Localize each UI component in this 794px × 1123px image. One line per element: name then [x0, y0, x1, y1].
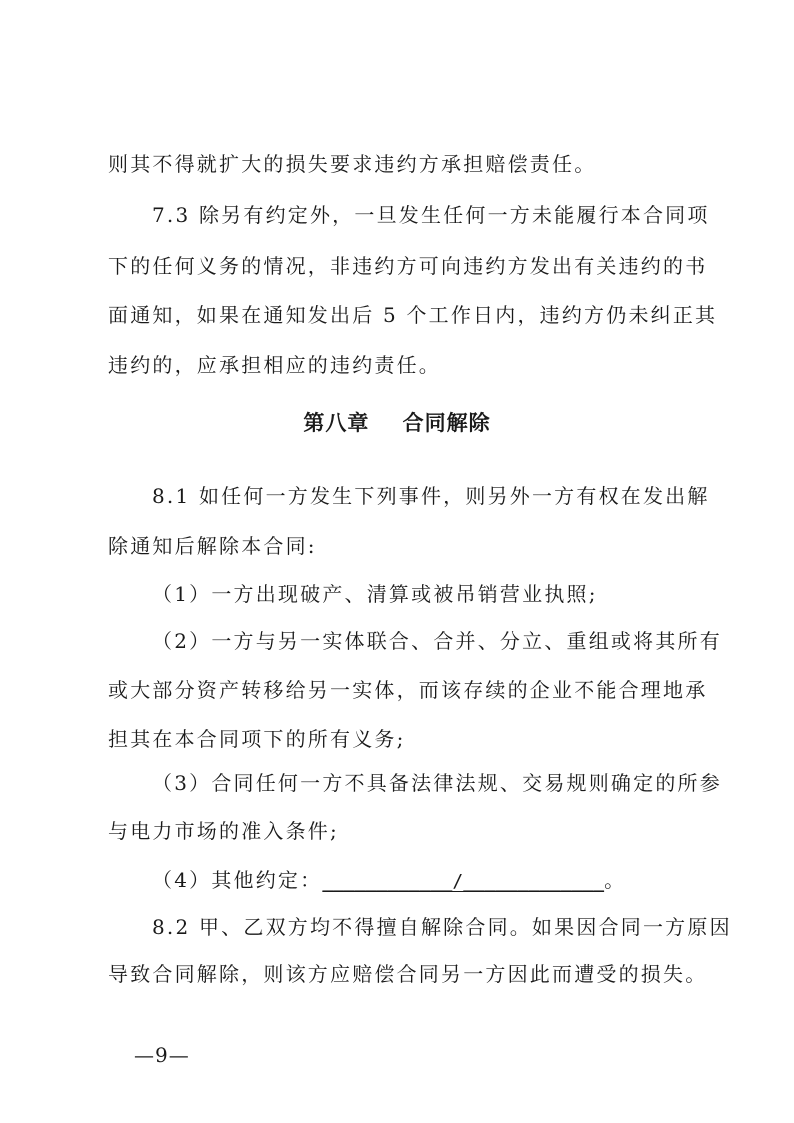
- text-line: 或大部分资产转移给另一实体，而该存续的企业不能合理地承: [108, 678, 708, 702]
- clause-4-end: 。: [604, 868, 627, 892]
- text-line: 下的任何义务的情况，非违约方可向违约方发出有关违约的书: [108, 254, 708, 278]
- text-line: 面通知，如果在通知发出后 5 个工作日内，违约方仍未纠正其: [108, 303, 718, 327]
- page-number: —9—: [134, 1043, 190, 1067]
- clause-1-line: （1）一方出现破产、清算或被吊销营业执照;: [152, 582, 598, 606]
- clause-2-line: （2）一方与另一实体联合、合并、分立、重组或将其所有: [152, 629, 722, 653]
- clause-4-label: （4）其他约定：: [152, 868, 323, 892]
- clause-7-3-line: 7.3 除另有约定外，一旦发生任何一方未能履行本合同项: [152, 203, 710, 227]
- text-line: 违约的，应承担相应的违约责任。: [108, 353, 441, 377]
- text-line: 导致合同解除，则该方应赔偿合同另一方因此而遭受的损失。: [108, 962, 708, 986]
- text-line: 则其不得就扩大的损失要求违约方承担赔偿责任。: [108, 152, 597, 176]
- text-line: 担其在本合同项下的所有义务;: [108, 727, 406, 751]
- clause-3-line: （3）合同任何一方不具备法律法规、交易规则确定的所参: [152, 771, 722, 795]
- text-line: 与电力市场的准入条件;: [108, 819, 339, 843]
- fill-in-blank: ____________/_____________: [322, 871, 605, 892]
- clause-8-1-line: 8.1 如任何一方发生下列事件，则另外一方有权在发出解: [152, 484, 710, 508]
- chapter-heading: 第八章 合同解除: [303, 411, 491, 435]
- text-line: 除通知后解除本合同:: [108, 534, 317, 558]
- clause-4-line: [152, 866, 626, 896]
- clause-8-2-line: 8.2 甲、乙双方均不得擅自解除合同。如果因合同一方原因: [152, 915, 732, 939]
